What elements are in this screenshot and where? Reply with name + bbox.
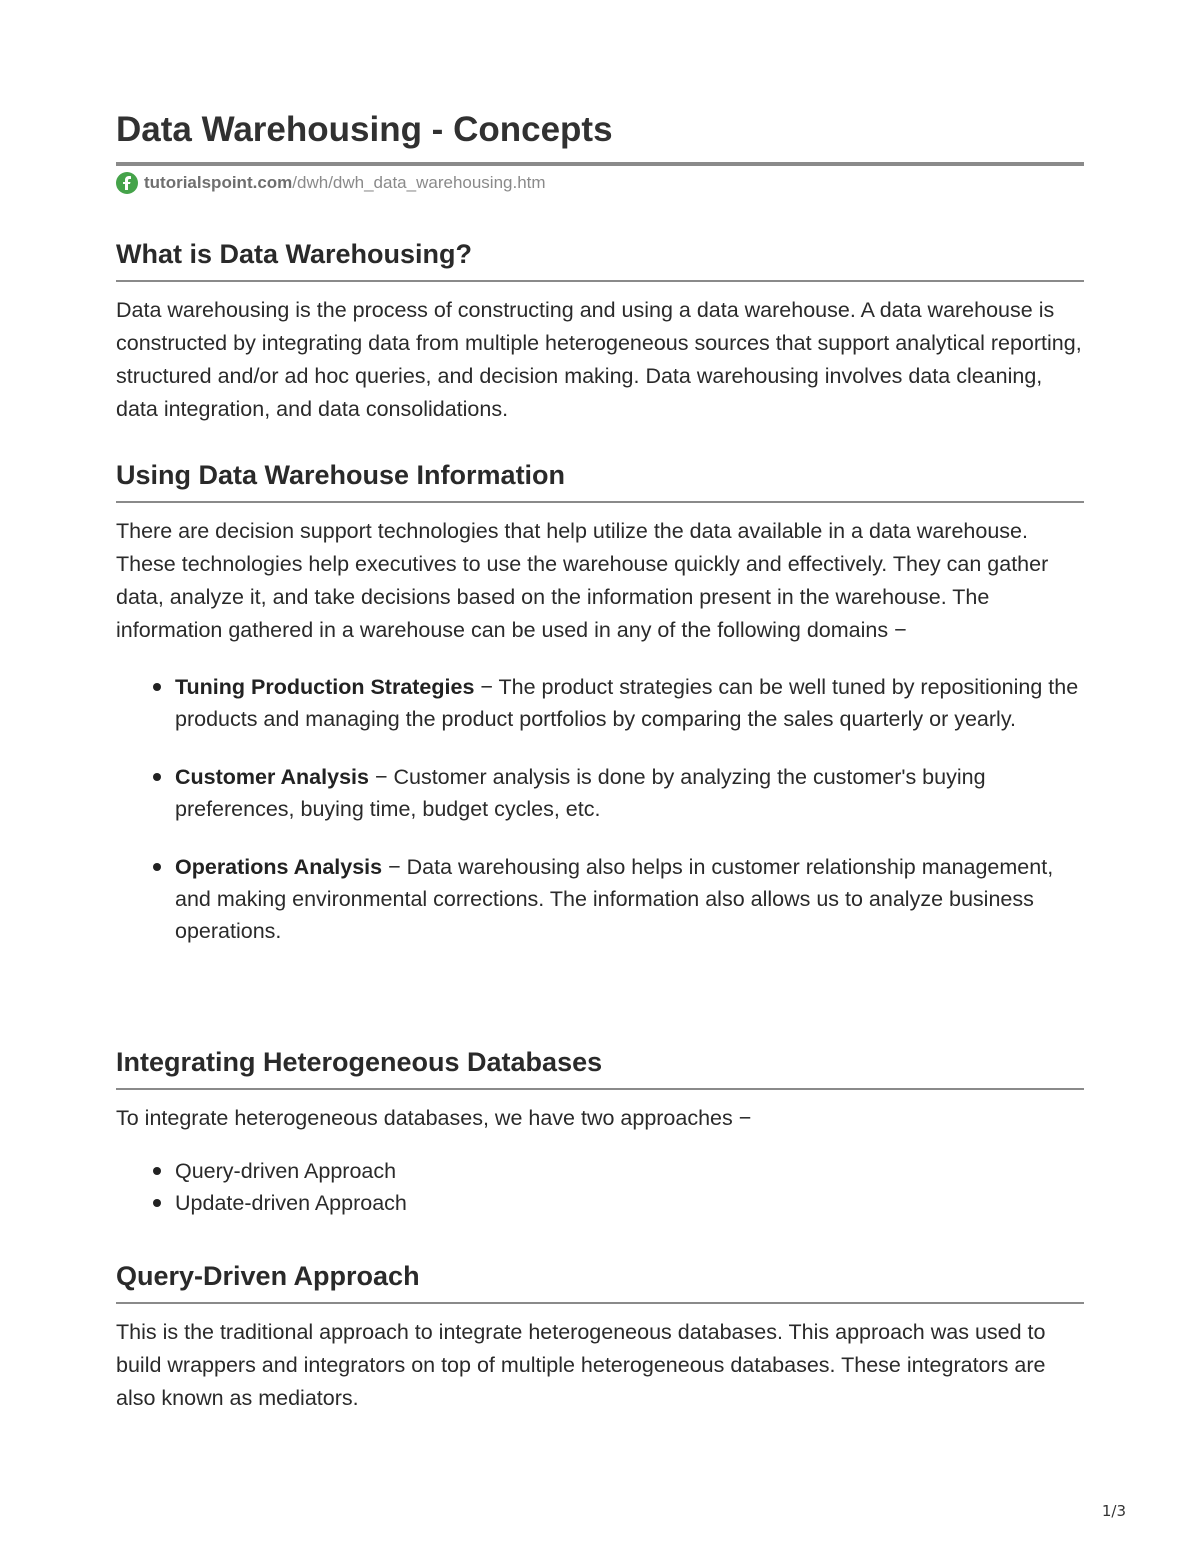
list-item [175, 851, 1084, 947]
section-heading: Query-Driven Approach [116, 1258, 1084, 1304]
section-using-data-warehouse-information [116, 457, 1084, 947]
list-item [175, 761, 1084, 825]
section-integrating-heterogeneous-databases [116, 1044, 1084, 1219]
list-item: Query-driven Approach [175, 1155, 1084, 1187]
section-paragraph: Data warehousing is the process of constructing and using a data warehouse. A data warehouse is constructed by integrating data from multiple heterogeneous sources that support analytical reporting, structured and/or ad hoc queries, and decision making. Data warehousing involves data cleaning, data integration, and data consolidations. [116, 298, 1082, 421]
approach-list [116, 1155, 1084, 1219]
section-heading: Integrating Heterogeneous Databases [116, 1044, 1084, 1090]
section-what-is-data-warehousing [116, 236, 1084, 426]
list-item-term: Tuning Production Strategies [175, 675, 475, 699]
source-link[interactable] [116, 172, 546, 194]
list-item: Update-driven Approach [175, 1187, 1084, 1219]
source-path: /dwh/dwh_data_warehousing.htm [292, 173, 546, 192]
list-item-text: − Data warehousing also helps in customer relationship management, and making environmental corrections. The information also allows us to analyze business operations. [175, 855, 1054, 943]
section-heading: What is Data Warehousing? [116, 236, 1084, 282]
section-paragraph: This is the traditional approach to integrate heterogeneous databases. This approach was used to build wrappers and integrators on top of multiple heterogeneous databases. These integrators are also known as mediators. [116, 1320, 1046, 1410]
list-item-term: Customer Analysis [175, 765, 369, 789]
section-paragraph: There are decision support technologies that help utilize the data available in a data warehouse. These technologies help executives to use the warehouse quickly and effectively. They can gather data, analyze it, and take decisions based on the information present in the warehouse. The information gathered in a warehouse can be used in any of the following domains − [116, 519, 1049, 642]
domain-list [116, 671, 1084, 947]
page-title: Data Warehousing - Concepts [116, 108, 1084, 166]
list-item-term: Operations Analysis [175, 855, 383, 879]
list-item-text: − Customer analysis is done by analyzing the customer's buying preferences, buying time, budget cycles, etc. [175, 765, 986, 821]
section-paragraph: To integrate heterogeneous databases, we have two approaches − [116, 1106, 752, 1130]
source-domain: tutorialspoint.com [144, 173, 293, 192]
page-number: 1/3 [1101, 1502, 1126, 1520]
tutorialspoint-logo-icon [116, 172, 138, 194]
section-heading: Using Data Warehouse Information [116, 457, 1084, 503]
list-item [175, 671, 1084, 735]
section-query-driven-approach [116, 1258, 1084, 1415]
list-item-text: − The product strategies can be well tuned by repositioning the products and managing the product portfolios by comparing the sales quarterly or yearly. [175, 675, 1079, 731]
